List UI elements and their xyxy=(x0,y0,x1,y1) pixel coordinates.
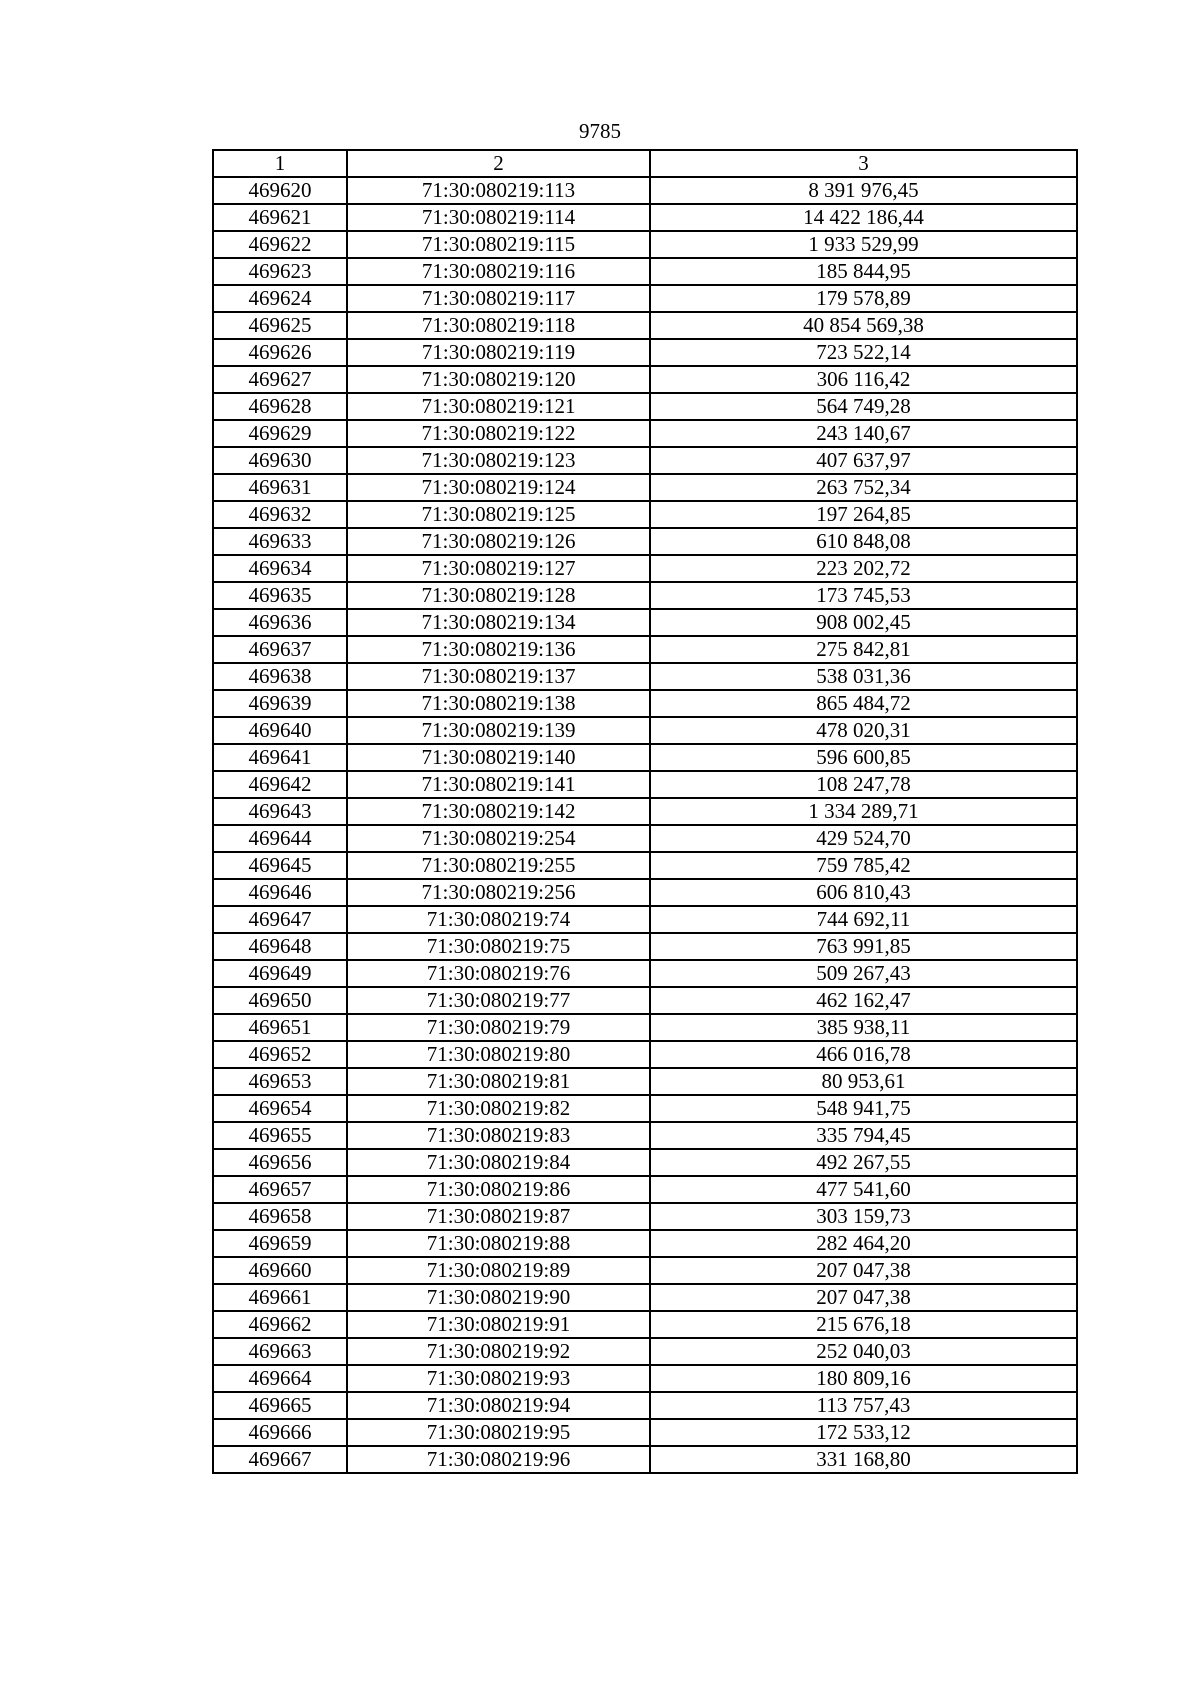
row-number-cell: 469664 xyxy=(213,1365,347,1392)
cadastral-number-cell: 71:30:080219:80 xyxy=(347,1041,650,1068)
cadastral-number-cell: 71:30:080219:92 xyxy=(347,1338,650,1365)
cadastral-number-cell: 71:30:080219:254 xyxy=(347,825,650,852)
row-number-cell: 469641 xyxy=(213,744,347,771)
cadastral-number-cell: 71:30:080219:127 xyxy=(347,555,650,582)
cadastral-value-cell: 1 933 529,99 xyxy=(650,231,1077,258)
cadastral-number-cell: 71:30:080219:115 xyxy=(347,231,650,258)
cadastral-value-cell: 596 600,85 xyxy=(650,744,1077,771)
cadastral-value-cell: 335 794,45 xyxy=(650,1122,1077,1149)
row-number-cell: 469666 xyxy=(213,1419,347,1446)
row-number-cell: 469635 xyxy=(213,582,347,609)
row-number-cell: 469648 xyxy=(213,933,347,960)
table-row xyxy=(213,204,1077,231)
cadastral-number-cell: 71:30:080219:255 xyxy=(347,852,650,879)
row-number-cell: 469631 xyxy=(213,474,347,501)
table-row xyxy=(213,744,1077,771)
cadastral-number-cell: 71:30:080219:256 xyxy=(347,879,650,906)
cadastral-number-cell: 71:30:080219:128 xyxy=(347,582,650,609)
cadastral-value-cell: 197 264,85 xyxy=(650,501,1077,528)
table-row xyxy=(213,285,1077,312)
table-row xyxy=(213,609,1077,636)
row-number-cell: 469663 xyxy=(213,1338,347,1365)
table-row xyxy=(213,717,1077,744)
cadastral-number-cell: 71:30:080219:87 xyxy=(347,1203,650,1230)
cadastral-number-cell: 71:30:080219:114 xyxy=(347,204,650,231)
table-row xyxy=(213,906,1077,933)
table-row xyxy=(213,960,1077,987)
cadastral-value-cell: 759 785,42 xyxy=(650,852,1077,879)
row-number-cell: 469625 xyxy=(213,312,347,339)
cadastral-number-cell: 71:30:080219:74 xyxy=(347,906,650,933)
cadastral-number-cell: 71:30:080219:124 xyxy=(347,474,650,501)
cadastral-value-cell: 606 810,43 xyxy=(650,879,1077,906)
cadastral-value-cell: 763 991,85 xyxy=(650,933,1077,960)
row-number-cell: 469662 xyxy=(213,1311,347,1338)
row-number-cell: 469634 xyxy=(213,555,347,582)
table-row xyxy=(213,555,1077,582)
cadastral-value-cell: 478 020,31 xyxy=(650,717,1077,744)
row-number-cell: 469626 xyxy=(213,339,347,366)
cadastral-value-cell: 385 938,11 xyxy=(650,1014,1077,1041)
table-row xyxy=(213,582,1077,609)
cadastral-value-cell: 180 809,16 xyxy=(650,1365,1077,1392)
table-row xyxy=(213,393,1077,420)
row-number-cell: 469661 xyxy=(213,1284,347,1311)
table-row xyxy=(213,1122,1077,1149)
row-number-cell: 469653 xyxy=(213,1068,347,1095)
table-row xyxy=(213,312,1077,339)
table-row xyxy=(213,1095,1077,1122)
cadastral-number-cell: 71:30:080219:75 xyxy=(347,933,650,960)
table-row xyxy=(213,1419,1077,1446)
row-number-cell: 469658 xyxy=(213,1203,347,1230)
row-number-cell: 469623 xyxy=(213,258,347,285)
cadastral-value-cell: 113 757,43 xyxy=(650,1392,1077,1419)
table-row xyxy=(213,771,1077,798)
cadastral-value-cell: 173 745,53 xyxy=(650,582,1077,609)
cadastral-value-cell: 275 842,81 xyxy=(650,636,1077,663)
cadastral-value-cell: 1 334 289,71 xyxy=(650,798,1077,825)
cadastral-number-cell: 71:30:080219:140 xyxy=(347,744,650,771)
table-row xyxy=(213,1392,1077,1419)
row-number-cell: 469640 xyxy=(213,717,347,744)
cadastral-value-table xyxy=(212,149,1078,1474)
table-row xyxy=(213,528,1077,555)
cadastral-number-cell: 71:30:080219:81 xyxy=(347,1068,650,1095)
cadastral-value-cell: 243 140,67 xyxy=(650,420,1077,447)
table-body xyxy=(213,150,1077,1473)
table-row xyxy=(213,690,1077,717)
table-row xyxy=(213,177,1077,204)
table-row xyxy=(213,663,1077,690)
cadastral-value-cell: 462 162,47 xyxy=(650,987,1077,1014)
row-number-cell: 469622 xyxy=(213,231,347,258)
table-row xyxy=(213,1446,1077,1473)
cadastral-number-cell: 71:30:080219:76 xyxy=(347,960,650,987)
row-number-cell: 469629 xyxy=(213,420,347,447)
cadastral-value-cell: 908 002,45 xyxy=(650,609,1077,636)
table-row xyxy=(213,798,1077,825)
cadastral-value-cell: 331 168,80 xyxy=(650,1446,1077,1473)
cadastral-value-cell: 744 692,11 xyxy=(650,906,1077,933)
cadastral-number-cell: 71:30:080219:126 xyxy=(347,528,650,555)
cadastral-value-cell: 282 464,20 xyxy=(650,1230,1077,1257)
cadastral-number-cell: 71:30:080219:94 xyxy=(347,1392,650,1419)
table-row xyxy=(213,1149,1077,1176)
cadastral-value-cell: 492 267,55 xyxy=(650,1149,1077,1176)
cadastral-value-cell: 179 578,89 xyxy=(650,285,1077,312)
cadastral-number-cell: 71:30:080219:93 xyxy=(347,1365,650,1392)
row-number-cell: 469665 xyxy=(213,1392,347,1419)
row-number-cell: 469642 xyxy=(213,771,347,798)
row-number-cell: 469659 xyxy=(213,1230,347,1257)
cadastral-number-cell: 71:30:080219:96 xyxy=(347,1446,650,1473)
cadastral-number-cell: 71:30:080219:116 xyxy=(347,258,650,285)
table-row xyxy=(213,1257,1077,1284)
cadastral-number-cell: 71:30:080219:125 xyxy=(347,501,650,528)
cadastral-number-cell: 71:30:080219:113 xyxy=(347,177,650,204)
cadastral-number-cell: 71:30:080219:91 xyxy=(347,1311,650,1338)
cadastral-number-cell: 71:30:080219:134 xyxy=(347,609,650,636)
table-row xyxy=(213,1311,1077,1338)
row-number-cell: 469647 xyxy=(213,906,347,933)
row-number-cell: 469627 xyxy=(213,366,347,393)
cadastral-value-cell: 723 522,14 xyxy=(650,339,1077,366)
row-number-cell: 469654 xyxy=(213,1095,347,1122)
table-row xyxy=(213,474,1077,501)
column-header-2: 2 xyxy=(347,150,650,177)
row-number-cell: 469632 xyxy=(213,501,347,528)
cadastral-number-cell: 71:30:080219:77 xyxy=(347,987,650,1014)
table-row xyxy=(213,501,1077,528)
row-number-cell: 469651 xyxy=(213,1014,347,1041)
cadastral-number-cell: 71:30:080219:118 xyxy=(347,312,650,339)
row-number-cell: 469638 xyxy=(213,663,347,690)
cadastral-value-cell: 429 524,70 xyxy=(650,825,1077,852)
cadastral-value-cell: 509 267,43 xyxy=(650,960,1077,987)
table-row xyxy=(213,231,1077,258)
table-row xyxy=(213,447,1077,474)
row-number-cell: 469620 xyxy=(213,177,347,204)
table-row xyxy=(213,258,1077,285)
cadastral-value-cell: 223 202,72 xyxy=(650,555,1077,582)
table-row xyxy=(213,1365,1077,1392)
table-row xyxy=(213,825,1077,852)
row-number-cell: 469650 xyxy=(213,987,347,1014)
cadastral-value-cell: 303 159,73 xyxy=(650,1203,1077,1230)
cadastral-number-cell: 71:30:080219:123 xyxy=(347,447,650,474)
cadastral-number-cell: 71:30:080219:141 xyxy=(347,771,650,798)
row-number-cell: 469656 xyxy=(213,1149,347,1176)
cadastral-number-cell: 71:30:080219:137 xyxy=(347,663,650,690)
page-number: 9785 xyxy=(579,119,621,143)
column-header-1: 1 xyxy=(213,150,347,177)
cadastral-value-cell: 215 676,18 xyxy=(650,1311,1077,1338)
row-number-cell: 469630 xyxy=(213,447,347,474)
table-row xyxy=(213,1338,1077,1365)
row-number-cell: 469644 xyxy=(213,825,347,852)
cadastral-value-cell: 865 484,72 xyxy=(650,690,1077,717)
cadastral-value-cell: 40 854 569,38 xyxy=(650,312,1077,339)
row-number-cell: 469643 xyxy=(213,798,347,825)
cadastral-value-cell: 207 047,38 xyxy=(650,1257,1077,1284)
cadastral-value-cell: 610 848,08 xyxy=(650,528,1077,555)
row-number-cell: 469628 xyxy=(213,393,347,420)
table-row xyxy=(213,636,1077,663)
cadastral-value-cell: 564 749,28 xyxy=(650,393,1077,420)
table-row xyxy=(213,420,1077,447)
row-number-cell: 469637 xyxy=(213,636,347,663)
cadastral-value-cell: 263 752,34 xyxy=(650,474,1077,501)
row-number-cell: 469667 xyxy=(213,1446,347,1473)
cadastral-number-cell: 71:30:080219:121 xyxy=(347,393,650,420)
row-number-cell: 469645 xyxy=(213,852,347,879)
cadastral-value-cell: 172 533,12 xyxy=(650,1419,1077,1446)
cadastral-number-cell: 71:30:080219:136 xyxy=(347,636,650,663)
cadastral-value-cell: 466 016,78 xyxy=(650,1041,1077,1068)
cadastral-number-cell: 71:30:080219:120 xyxy=(347,366,650,393)
cadastral-number-cell: 71:30:080219:82 xyxy=(347,1095,650,1122)
cadastral-value-cell: 14 422 186,44 xyxy=(650,204,1077,231)
row-number-cell: 469624 xyxy=(213,285,347,312)
cadastral-value-cell: 252 040,03 xyxy=(650,1338,1077,1365)
row-number-cell: 469633 xyxy=(213,528,347,555)
table-row xyxy=(213,933,1077,960)
cadastral-number-cell: 71:30:080219:79 xyxy=(347,1014,650,1041)
table-row xyxy=(213,879,1077,906)
cadastral-number-cell: 71:30:080219:84 xyxy=(347,1149,650,1176)
table-row xyxy=(213,1284,1077,1311)
cadastral-number-cell: 71:30:080219:138 xyxy=(347,690,650,717)
cadastral-value-cell: 80 953,61 xyxy=(650,1068,1077,1095)
cadastral-number-cell: 71:30:080219:122 xyxy=(347,420,650,447)
cadastral-number-cell: 71:30:080219:95 xyxy=(347,1419,650,1446)
table-row xyxy=(213,1203,1077,1230)
cadastral-value-cell: 548 941,75 xyxy=(650,1095,1077,1122)
table-row xyxy=(213,1041,1077,1068)
table-row xyxy=(213,1014,1077,1041)
cadastral-number-cell: 71:30:080219:86 xyxy=(347,1176,650,1203)
cadastral-number-cell: 71:30:080219:119 xyxy=(347,339,650,366)
cadastral-number-cell: 71:30:080219:117 xyxy=(347,285,650,312)
cadastral-value-cell: 207 047,38 xyxy=(650,1284,1077,1311)
row-number-cell: 469657 xyxy=(213,1176,347,1203)
cadastral-number-cell: 71:30:080219:83 xyxy=(347,1122,650,1149)
row-number-cell: 469652 xyxy=(213,1041,347,1068)
row-number-cell: 469639 xyxy=(213,690,347,717)
row-number-cell: 469660 xyxy=(213,1257,347,1284)
cadastral-value-cell: 538 031,36 xyxy=(650,663,1077,690)
cadastral-value-cell: 185 844,95 xyxy=(650,258,1077,285)
table-row xyxy=(213,852,1077,879)
cadastral-value-cell: 8 391 976,45 xyxy=(650,177,1077,204)
cadastral-number-cell: 71:30:080219:88 xyxy=(347,1230,650,1257)
cadastral-number-cell: 71:30:080219:90 xyxy=(347,1284,650,1311)
row-number-cell: 469655 xyxy=(213,1122,347,1149)
table-row xyxy=(213,1176,1077,1203)
cadastral-value-cell: 108 247,78 xyxy=(650,771,1077,798)
table-row xyxy=(213,987,1077,1014)
table-row xyxy=(213,339,1077,366)
table-row xyxy=(213,366,1077,393)
cadastral-value-cell: 306 116,42 xyxy=(650,366,1077,393)
row-number-cell: 469636 xyxy=(213,609,347,636)
column-header-3: 3 xyxy=(650,150,1077,177)
cadastral-number-cell: 71:30:080219:89 xyxy=(347,1257,650,1284)
row-number-cell: 469621 xyxy=(213,204,347,231)
row-number-cell: 469646 xyxy=(213,879,347,906)
table-header-row xyxy=(213,150,1077,177)
cadastral-number-cell: 71:30:080219:139 xyxy=(347,717,650,744)
row-number-cell: 469649 xyxy=(213,960,347,987)
table-row xyxy=(213,1230,1077,1257)
cadastral-number-cell: 71:30:080219:142 xyxy=(347,798,650,825)
cadastral-value-cell: 407 637,97 xyxy=(650,447,1077,474)
table-row xyxy=(213,1068,1077,1095)
cadastral-value-cell: 477 541,60 xyxy=(650,1176,1077,1203)
